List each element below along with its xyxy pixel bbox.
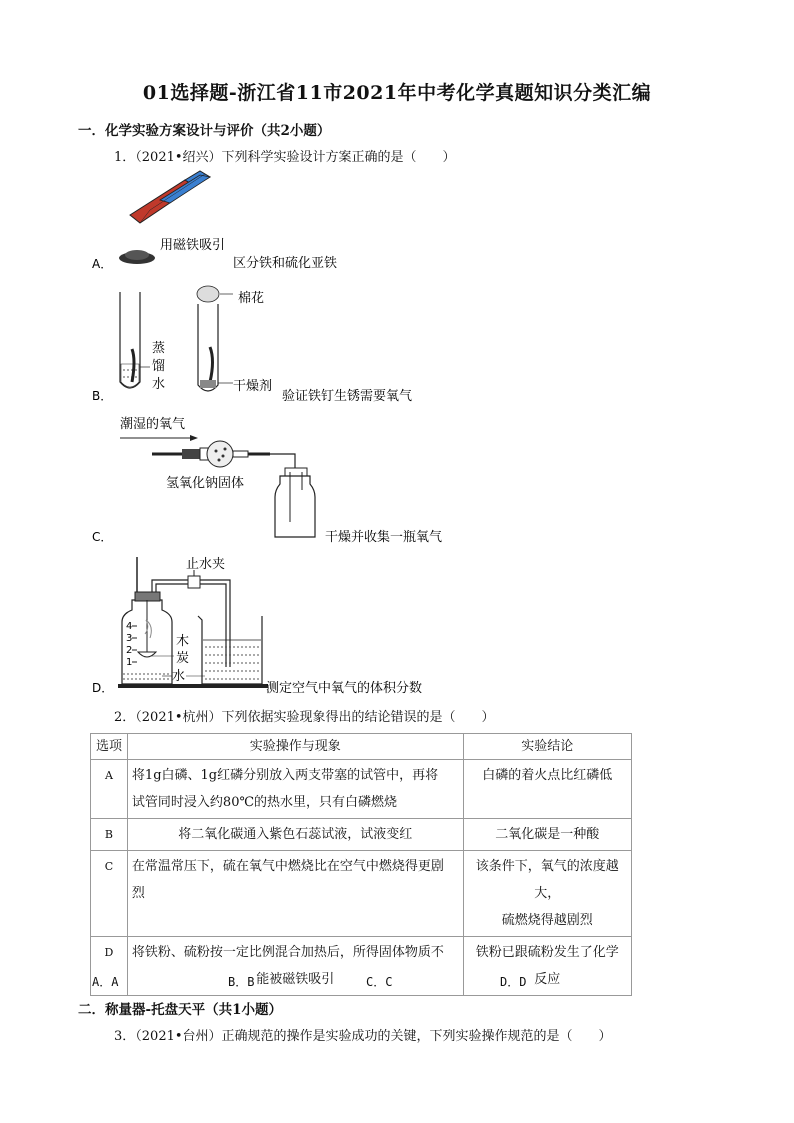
oxygen-volume-diagram — [90, 552, 460, 697]
option-d-letter: D． — [92, 681, 114, 695]
table-row: A 将1g白磷、1g红磷分别放入两支带塞的试管中，再将 试管同时浸入约80℃的热水里，只有白磷燃烧 白磷的着火点比红磷低 — [91, 760, 632, 819]
option-d-figure — [90, 552, 460, 697]
answer-a: A．A — [92, 975, 119, 989]
test-tube-right — [198, 304, 218, 391]
label-water: 水 — [172, 669, 186, 684]
gas-collection-bottle — [275, 476, 315, 537]
magnet-diagram — [90, 170, 410, 275]
svg-text:水: 水 — [152, 377, 166, 392]
svg-text:蒸: 蒸 — [152, 341, 166, 356]
cotton-plug — [197, 286, 219, 302]
table-row: D 将铁粉、硫粉按一定比例混合加热后，所得固体物质不 能被磁铁吸引 铁粉已跟硫粉发生了化学 反应 — [91, 937, 632, 996]
option-a-caption: 区分铁和硫化亚铁 — [233, 256, 338, 271]
option-d-caption: 测定空气中氧气的体积分数 — [266, 681, 423, 696]
question-3-stem: 3．（2021•台州）正确规范的操作是实验成功的关键，下列实验操作规范的是（ ） — [114, 1029, 612, 1044]
table-header-row: 选项 实验操作与现象 实验结论 — [91, 734, 632, 760]
option-c-letter: C． — [92, 530, 113, 544]
option-b-letter: B． — [92, 389, 113, 403]
option-c-caption: 干燥并收集一瓶氧气 — [325, 530, 443, 545]
document-title: 01选择题-浙江省11市2021年中考化学真题知识分类汇编 — [142, 82, 652, 104]
answer-c: C．C — [366, 975, 393, 989]
svg-text:3: 3 — [126, 633, 133, 644]
label-cotton: 棉花 — [238, 291, 265, 306]
answer-d: D．D — [500, 975, 527, 989]
section-heading-2: 二．称量器-托盘天平（共1小题） — [78, 1002, 282, 1018]
tube-connector-left — [182, 449, 200, 459]
stopper — [135, 592, 160, 601]
iron-nail-right — [210, 347, 213, 382]
option-a-letter: A． — [92, 257, 113, 271]
section-heading-1: 一．化学实验方案设计与评价（共2小题） — [78, 123, 331, 139]
table-row: B 将二氧化碳通入紫色石蕊试液，试液变红 二氧化碳是一种酸 — [91, 819, 632, 851]
test-tube-left — [120, 292, 140, 388]
drying-apparatus-diagram — [90, 412, 460, 547]
option-b-figure — [90, 282, 450, 407]
question-2-stem: 2．（2021•杭州）下列依据实验现象得出的结论错误的是（ ） — [114, 710, 495, 725]
desiccant — [200, 380, 216, 388]
iron-nail-left — [132, 349, 134, 382]
question-1-stem: 1．（2021•绍兴）下列科学实验设计方案正确的是（ ） — [114, 150, 456, 165]
experiment-table — [90, 733, 632, 996]
label-desiccant: 干燥剂 — [233, 379, 273, 394]
table-row: C 在常温常压下，硫在氧气中燃烧比在空气中燃烧得更剧 烈 该条件下，氧气的浓度越大， 硫燃烧得越剧烈 — [91, 851, 632, 937]
option-b-caption: 验证铁钉生锈需要氧气 — [282, 389, 413, 404]
water-clamp — [188, 576, 200, 588]
naoh-drying-bulb — [207, 441, 233, 467]
svg-text:馏: 馏 — [152, 359, 166, 374]
label-naoh: 氢氧化钠固体 — [166, 476, 245, 491]
label-moist-oxygen: 潮湿的氧气 — [120, 417, 186, 432]
svg-text:炭: 炭 — [176, 651, 190, 666]
svg-text:4: 4 — [126, 621, 133, 632]
svg-text:1: 1 — [126, 657, 133, 668]
option-a-figure — [90, 170, 410, 275]
option-c-figure — [90, 412, 460, 547]
svg-text:2: 2 — [126, 645, 133, 656]
test-tubes-diagram — [90, 282, 450, 407]
answer-b: B．B — [228, 975, 255, 989]
svg-text:木: 木 — [176, 634, 190, 649]
stand-base — [118, 684, 268, 688]
label-magnet: 用磁铁吸引 — [160, 238, 226, 253]
label-water-clamp: 止水夹 — [186, 557, 226, 572]
